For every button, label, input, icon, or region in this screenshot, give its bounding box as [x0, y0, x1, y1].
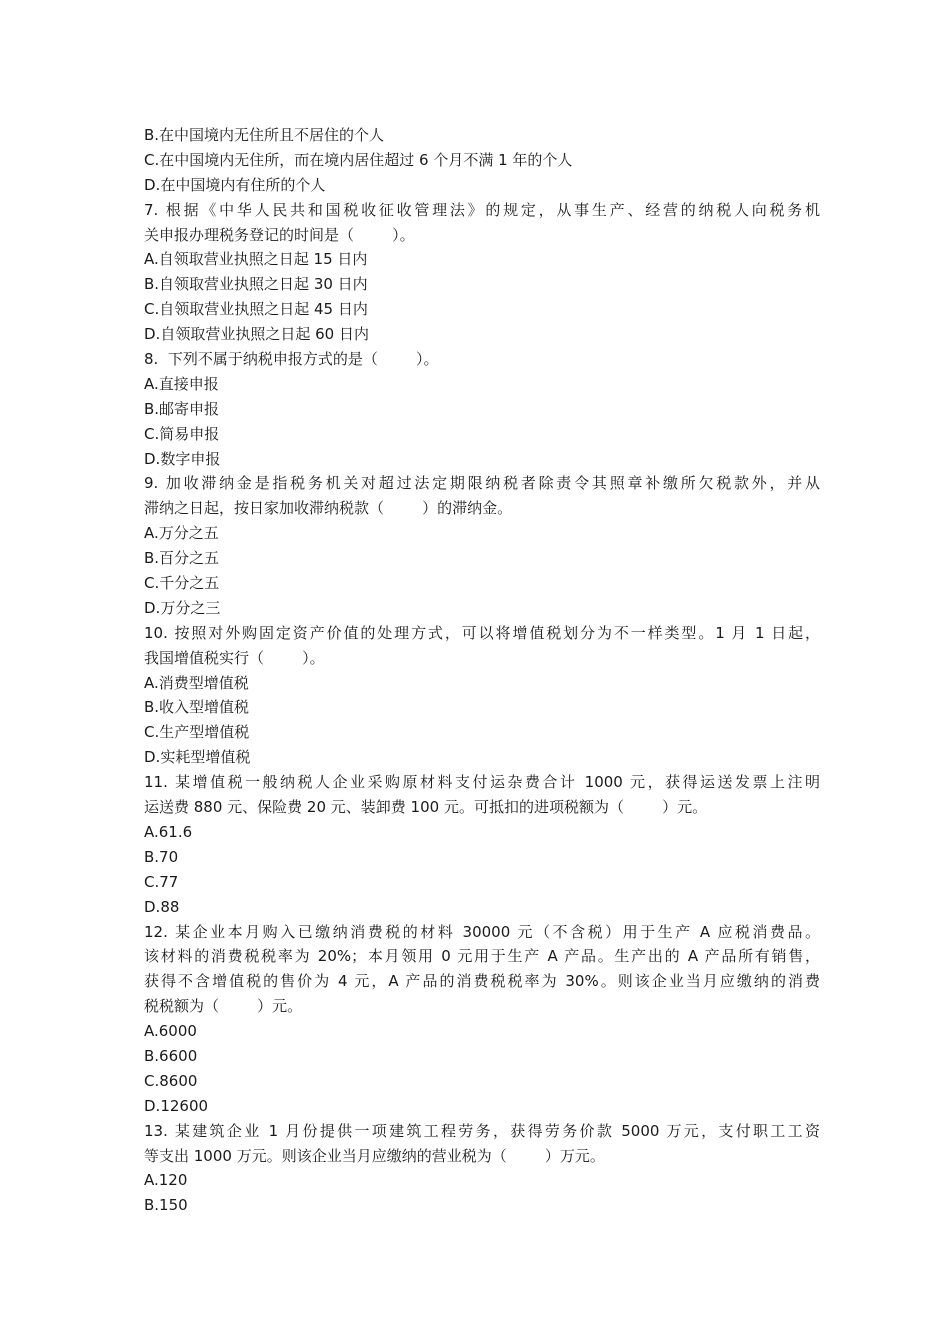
- text-line: 获得不含增值税的售价为 4 元，A 产品的消费税税率为 30%。则该企业当月应缴纳的消费: [144, 972, 820, 991]
- text-line: B.在中国境内无住所且不居住的个人: [144, 126, 385, 144]
- text-line: A.消费型增值税: [144, 673, 249, 692]
- text-line: 8. 下列不属于纳税申报方式的是（ ）。: [144, 350, 439, 369]
- text-line: D.自领取营业执照之日起 60 日内: [144, 325, 369, 344]
- text-line: A.6000: [144, 1022, 197, 1041]
- text-line: 该材料的消费税税率为 20%；本月领用 0 元用于生产 A 产品。生产出的 A 产品所有销售，: [144, 947, 820, 966]
- text-line: 9. 加收滞纳金是指税务机关对超过法定期限纳税者除责令其照章补缴所欠税款外，并从: [144, 474, 820, 493]
- text-line: B.150: [144, 1196, 188, 1215]
- text-line: D.12600: [144, 1096, 209, 1115]
- text-line: C.8600: [144, 1071, 198, 1090]
- text-line: 13. 某建筑企业 1 月份提供一项建筑工程劳务，获得劳务价款 5000 万元，支付职工工资: [144, 1121, 820, 1140]
- text-line: C.千分之五: [144, 574, 220, 593]
- text-line: B.自领取营业执照之日起 30 日内: [144, 275, 368, 294]
- text-line: C.在中国境内无住所，而在境内居住超过 6 个月不满 1 年的个人: [144, 150, 573, 169]
- text-line: A.万分之五: [144, 524, 219, 543]
- text-line: C.自领取营业执照之日起 45 日内: [144, 300, 368, 319]
- text-line: B.70: [144, 847, 179, 866]
- text-line: B.百分之五: [144, 549, 220, 568]
- text-line: C.77: [144, 872, 179, 891]
- text-line: B.6600: [144, 1046, 198, 1065]
- text-line: 10. 按照对外购固定资产价值的处理方式，可以将增值税划分为不一样类型。1 月 1 日起，: [144, 623, 820, 642]
- text-line: C.生产型增值税: [144, 723, 250, 742]
- text-line: D.实耗型增值税: [144, 748, 251, 767]
- text-line: 关申报办理税务登记的时间是（ ）。: [144, 225, 415, 244]
- text-line: 12. 某企业本月购入已缴纳消费税的材料 30000 元（不含税）用于生产 A 应税消费品。: [144, 922, 820, 941]
- document-page: [144, 123, 820, 1218]
- text-line: A.自领取营业执照之日起 15 日内: [144, 250, 368, 269]
- text-line: 我国增值税实行（ ）。: [144, 648, 325, 667]
- text-line: D.万分之三: [144, 598, 221, 617]
- text-line: D.数字申报: [144, 449, 221, 468]
- text-line: 7. 根据《中华人民共和国税收征收管理法》的规定，从事生产、经营的纳税人向税务机: [144, 200, 820, 219]
- text-line: B.收入型增值税: [144, 698, 250, 717]
- text-line: A.120: [144, 1171, 188, 1190]
- text-line: 11. 某增值税一般纳税人企业采购原材料支付运杂费合计 1000 元，获得运送发票上注明: [144, 773, 820, 792]
- text-line: A.直接申报: [144, 374, 219, 393]
- text-line: D.88: [144, 897, 180, 916]
- text-line: 等支出 1000 万元。则该企业当月应缴纳的营业税为（ ）万元。: [144, 1146, 605, 1165]
- text-line: 税税额为（ ）元。: [144, 997, 303, 1016]
- text-line: A.61.6: [144, 822, 193, 841]
- text-line: B.邮寄申报: [144, 399, 220, 418]
- text-line: C.简易申报: [144, 424, 220, 443]
- text-line: D.在中国境内有住所的个人: [144, 175, 326, 194]
- text-line: 滞纳之日起，按日家加收滞纳税款（ ）的滞纳金。: [144, 499, 513, 518]
- text-line: 运送费 880 元、保险费 20 元、装卸费 100 元。可抵扣的进项税额为（ ）元。: [144, 798, 708, 817]
